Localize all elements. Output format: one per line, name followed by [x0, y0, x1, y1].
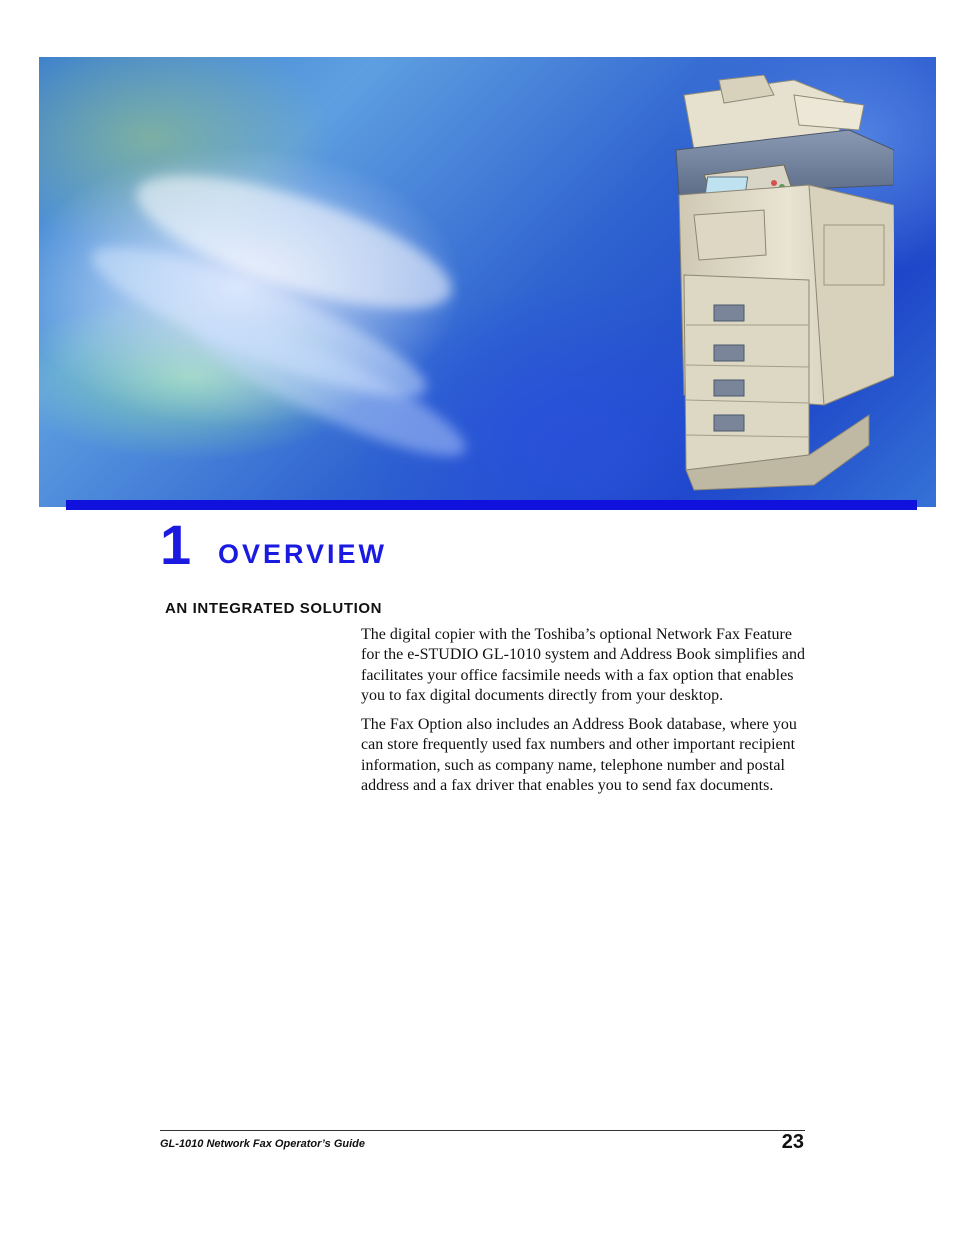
chapter-banner-image	[39, 57, 936, 507]
body-paragraph: The Fax Option also includes an Address Book database, where you can store frequently used fax numbers and other important recipient information, such as company name, telephone number and postal address and a fax driver that enables you to send fax documents.	[361, 716, 797, 795]
section-body	[361, 625, 811, 805]
copier-illustration	[624, 75, 894, 495]
chapter-rule-bar	[66, 500, 917, 510]
page-number: 23	[781, 1131, 804, 1153]
chapter-title: OVERVIEW	[218, 539, 388, 569]
chapter-number: 1	[160, 513, 192, 576]
footer-guide-title: GL-1010 Network Fax Operator’s Guide	[160, 1138, 365, 1150]
section-heading: AN INTEGRATED SOLUTION	[165, 600, 383, 617]
footer-rule	[160, 1130, 805, 1131]
body-paragraph: The digital copier with the Toshiba’s optional Network Fax Feature for the e-STUDIO GL-1010 system and Address Book simplifies and facilitates your office facsimile needs with a fax option that enables you to fax digital documents directly from your desktop.	[361, 626, 805, 704]
